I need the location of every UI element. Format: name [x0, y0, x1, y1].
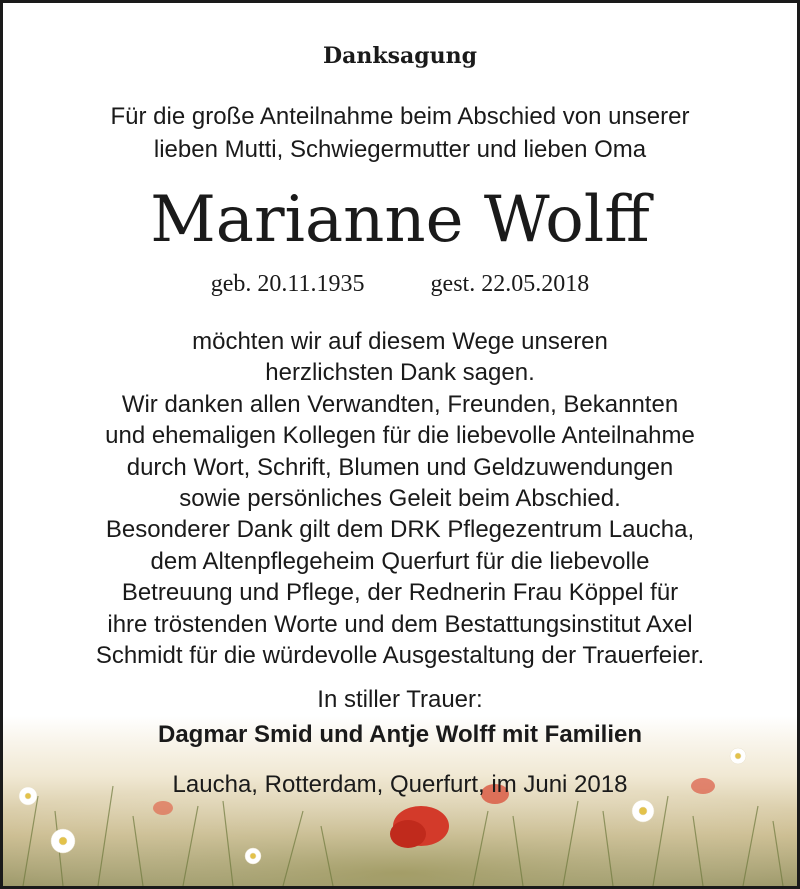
thanks-line: durch Wort, Schrift, Blumen und Geldzuwendungen — [126, 453, 674, 481]
thanks-line: ihre tröstenden Worte und dem Bestattungsinstitut Axel — [107, 610, 693, 638]
intro-text — [3, 100, 797, 166]
thanks-line: Besonderer Dank gilt dem DRK Pflegezentrum Laucha, — [105, 516, 695, 544]
thanks-line: sowie persönliches Geleit beim Abschied. — [179, 485, 621, 513]
thanks-line: möchten wir auf diesem Wege unseren — [192, 328, 608, 355]
signatories: Dagmar Smid und Antje Wolff mit Familien — [157, 721, 643, 748]
intro-line: lieben Mutti, Schwiegermutter und lieben Oma — [153, 136, 647, 163]
mourning-line: In stiller Trauer: — [317, 686, 483, 713]
death-date: gest. 22.05.2018 — [430, 271, 590, 297]
thanks-line: Betreuung und Pflege, der Rednerin Frau Köppel für — [121, 579, 679, 607]
heading-title: Danksagung — [323, 43, 477, 69]
thanks-line: dem Altenpflegeheim Querfurt für die liebevolle — [150, 547, 650, 575]
thanks-line: Schmidt für die würdevolle Ausgestaltung der Trauerfeier. — [95, 642, 705, 670]
place-and-date: Laucha, Rotterdam, Querfurt, im Juni 2018 — [172, 771, 628, 798]
thanks-line: und ehemaligen Kollegen für die liebevolle Anteilnahme — [105, 422, 695, 450]
thanks-line: Wir danken allen Verwandten, Freunden, Bekannten — [121, 390, 679, 418]
thanks-text — [3, 326, 797, 671]
intro-line: Für die große Anteilnahme beim Abschied von unserer — [110, 103, 690, 130]
birth-date: geb. 20.11.1935 — [210, 271, 365, 297]
deceased-name: Marianne Wolff — [150, 183, 650, 257]
life-dates — [3, 271, 797, 298]
thanks-line: herzlichsten Dank sagen. — [265, 359, 535, 387]
